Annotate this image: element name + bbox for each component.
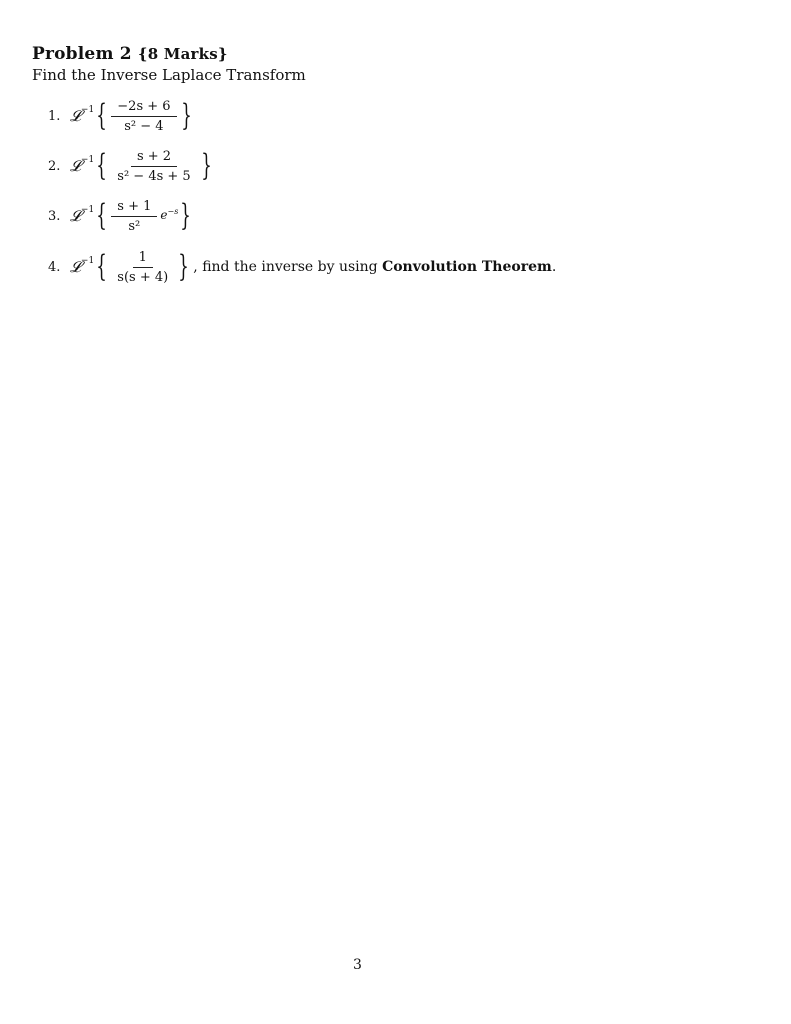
fraction — [111, 199, 157, 234]
problem-number: 1. — [48, 108, 61, 124]
close-brace: } — [180, 198, 192, 233]
convolution-theorem-label: Convolution Theorem — [382, 259, 552, 275]
laplace-operator: 𝓛$^{-1}$ — [70, 155, 95, 175]
laplace-operator: 𝓛$^{-1}$ — [70, 105, 95, 125]
close-brace: } — [180, 98, 192, 133]
numerator: s + 2 — [131, 149, 177, 167]
problem-instruction: Find the Inverse Laplace Transform — [32, 66, 306, 84]
open-brace: { — [96, 198, 107, 233]
fraction — [111, 149, 196, 184]
laplace-operator: 𝓛$^{-1}$ — [70, 256, 95, 276]
numerator: s + 1 — [111, 199, 157, 217]
problem-item-1 — [48, 96, 194, 136]
open-brace: { — [96, 98, 107, 133]
exponential-factor: $e^{-s}$ — [160, 206, 179, 222]
denominator: s² — [128, 218, 141, 234]
problem-number: 3. — [48, 208, 61, 224]
problem-title: Problem 2 — [32, 44, 132, 64]
numerator: 1 — [133, 250, 153, 268]
problem-item-4 — [48, 247, 556, 287]
denominator: s(s + 4) — [117, 269, 169, 285]
fraction — [111, 99, 176, 134]
laplace-operator: 𝓛$^{-1}$ — [70, 205, 95, 225]
problem-item-2 — [48, 146, 214, 186]
denominator: s² − 4s + 5 — [117, 168, 191, 184]
problem-heading — [32, 44, 228, 64]
fraction — [111, 250, 174, 285]
problem-marks: {8 Marks} — [137, 45, 228, 63]
numerator: −2s + 6 — [111, 99, 176, 117]
denominator: s² − 4 — [124, 118, 164, 134]
problem-instruction-text: , find the inverse by using Convolution Theorem. — [193, 259, 557, 275]
open-brace: { — [96, 148, 107, 183]
close-brace: } — [178, 249, 190, 284]
problem-number: 4. — [48, 259, 61, 275]
problem-number: 2. — [48, 158, 61, 174]
close-brace: } — [200, 148, 212, 183]
open-brace: { — [96, 249, 107, 284]
page-number: 3 — [353, 957, 362, 973]
problem-item-3 — [48, 196, 193, 236]
